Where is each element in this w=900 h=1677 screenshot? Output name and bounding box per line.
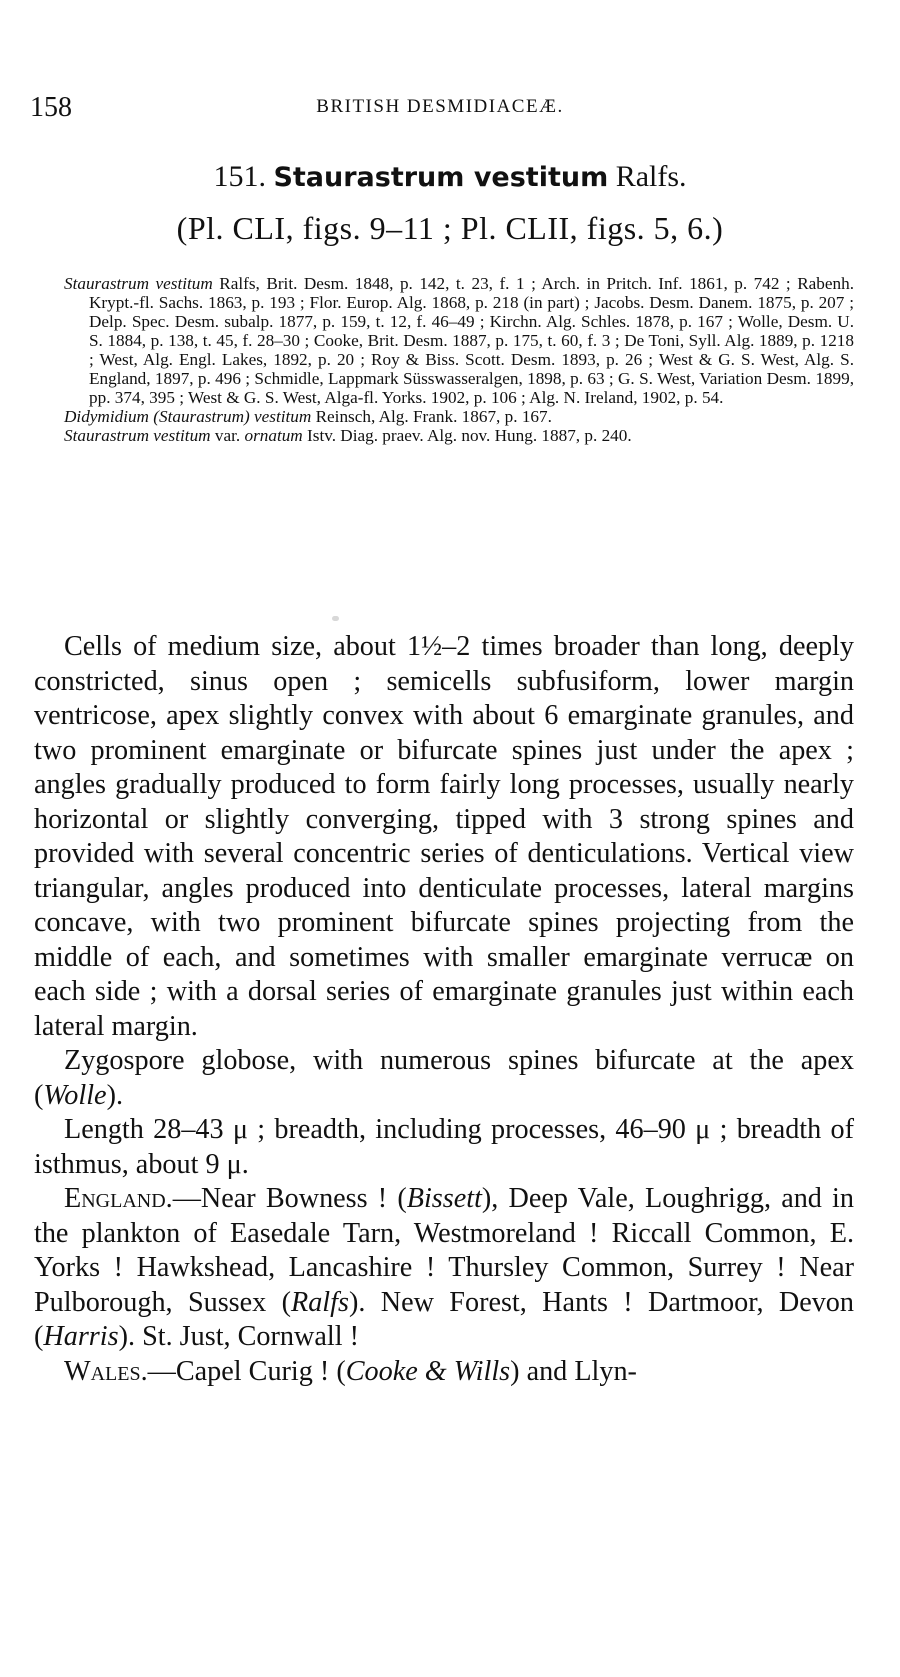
description-paragraph: Cells of medium size, about 1½–2 times broader than long, deeply constricted, sinus open ; semicells subfusiform, lower margin ventricose, apex slightly convex with about 6 emarginate granules, and two prominent emarginate or bifurcate spines just under the apex ; angles gradually produced to form fairly long processes, usually nearly horizontal or slightly converging, tipped with 3 strong spines and provided with several concentric series of denticulations. Vertical view triangular, angles produced into denticulate processes, lateral margins concave, with two prominent bifurcate spines projecting from the middle of each, and sometimes with smaller emarginate verrucæ on each side ; with a dorsal series of emarginate granules just within each lateral margin. (34, 631, 854, 1042)
scan-speck (332, 616, 339, 621)
plate-references: (Pl. CLI, figs. 9–11 ; Pl. CLII, figs. 5, 6.) (176, 210, 724, 246)
species-name: Staurastrum vestitum (273, 162, 609, 193)
synonymy-block (64, 274, 854, 445)
synonym-name: Staurastrum vestitum (64, 426, 211, 445)
synonym-citation: Istv. Diag. praev. Alg. nov. Hung. 1887, p. 240. (302, 426, 632, 445)
synonym-citation: Ralfs, Brit. Desm. 1848, p. 142, t. 23, f. 1 ; Arch. in Pritch. Inf. 1861, p. 742 ; Rabenh. Krypt.-fl. Sachs. 1863, p. 193 ; Flor. Europ. Alg. 1868, p. 218 (in part) ; Jacobs. Desm. Danem. 1875, p. 207 ; Delp. Spec. Desm. subalp. 1877, p. 159, t. 12, f. 46–49 ; Kirchn. Alg. Schles. 1878, p. 167 ; Wolle, Desm. U. S. 1884, p. 138, t. 45, f. 28–30 ; Cooke, Brit. Desm. 1887, p. 175, t. 60, f. 3 ; De Toni, Syll. Alg. 1889, p. 1218 ; West, Alg. Engl. Lakes, 1892, p. 20 ; Roy & Biss. Scott. Desm. 1893, p. 26 ; West & G. S. West, Alg. S. England, 1897, p. 496 ; Schmidle, Lappmark Süsswasseralgen, 1898, p. 63 ; G. S. West, Variation Desm. 1899, pp. 374, 395 ; West & G. S. West, Alga-fl. Yorks. 1902, p. 106 ; Alg. N. Ireland, 1902, p. 54. (89, 274, 854, 407)
synonym-citation: Reinsch, Alg. Frank. 1867, p. 167. (311, 407, 552, 426)
zygospore-paragraph: Zygospore globose, with numerous spines bifurcate at the apex (Wolle). (34, 1045, 854, 1111)
synonym-entry (64, 407, 854, 426)
distribution-england: England.—Near Bowness ! (Bissett), Deep Vale, Loughrigg, and in the plankton of Easedale Tarn, Westmoreland ! Riccall Common, E. Yorks ! Hawkshead, Lancashire ! Thursley Common, Surrey ! Near Pulborough, Sussex (Ralfs). New Forest, Hants ! Dartmoor, Devon (Harris). St. Just, Cornwall ! (34, 1183, 854, 1352)
running-title: BRITISH DESMIDIACEÆ. (316, 96, 564, 117)
synonym-connector: var. (210, 426, 245, 445)
page-header (30, 92, 850, 122)
species-authority: Ralfs. (615, 160, 687, 193)
synonym-entry (64, 274, 854, 407)
species-heading (0, 160, 900, 194)
species-number: 151. (213, 160, 266, 193)
synonym-name: Staurastrum vestitum (64, 274, 213, 293)
synonym-name: Didymidium (Staurastrum) vestitum (64, 407, 312, 426)
region-label: England. (64, 1183, 173, 1214)
dimensions-paragraph: Length 28–43 μ ; breadth, including processes, 46–90 μ ; breadth of isthmus, about 9 μ. (34, 1114, 854, 1180)
distribution-wales: Wales.—Capel Curig ! (Cooke & Wills) and Llyn- (64, 1355, 637, 1387)
synonym-entry (64, 426, 854, 445)
author-citation: Wolle (43, 1079, 107, 1111)
description-body (34, 630, 854, 1389)
page-number: 158 (30, 92, 72, 123)
synonym-variety: ornatum (244, 426, 303, 445)
region-label: Wales. (64, 1355, 148, 1387)
